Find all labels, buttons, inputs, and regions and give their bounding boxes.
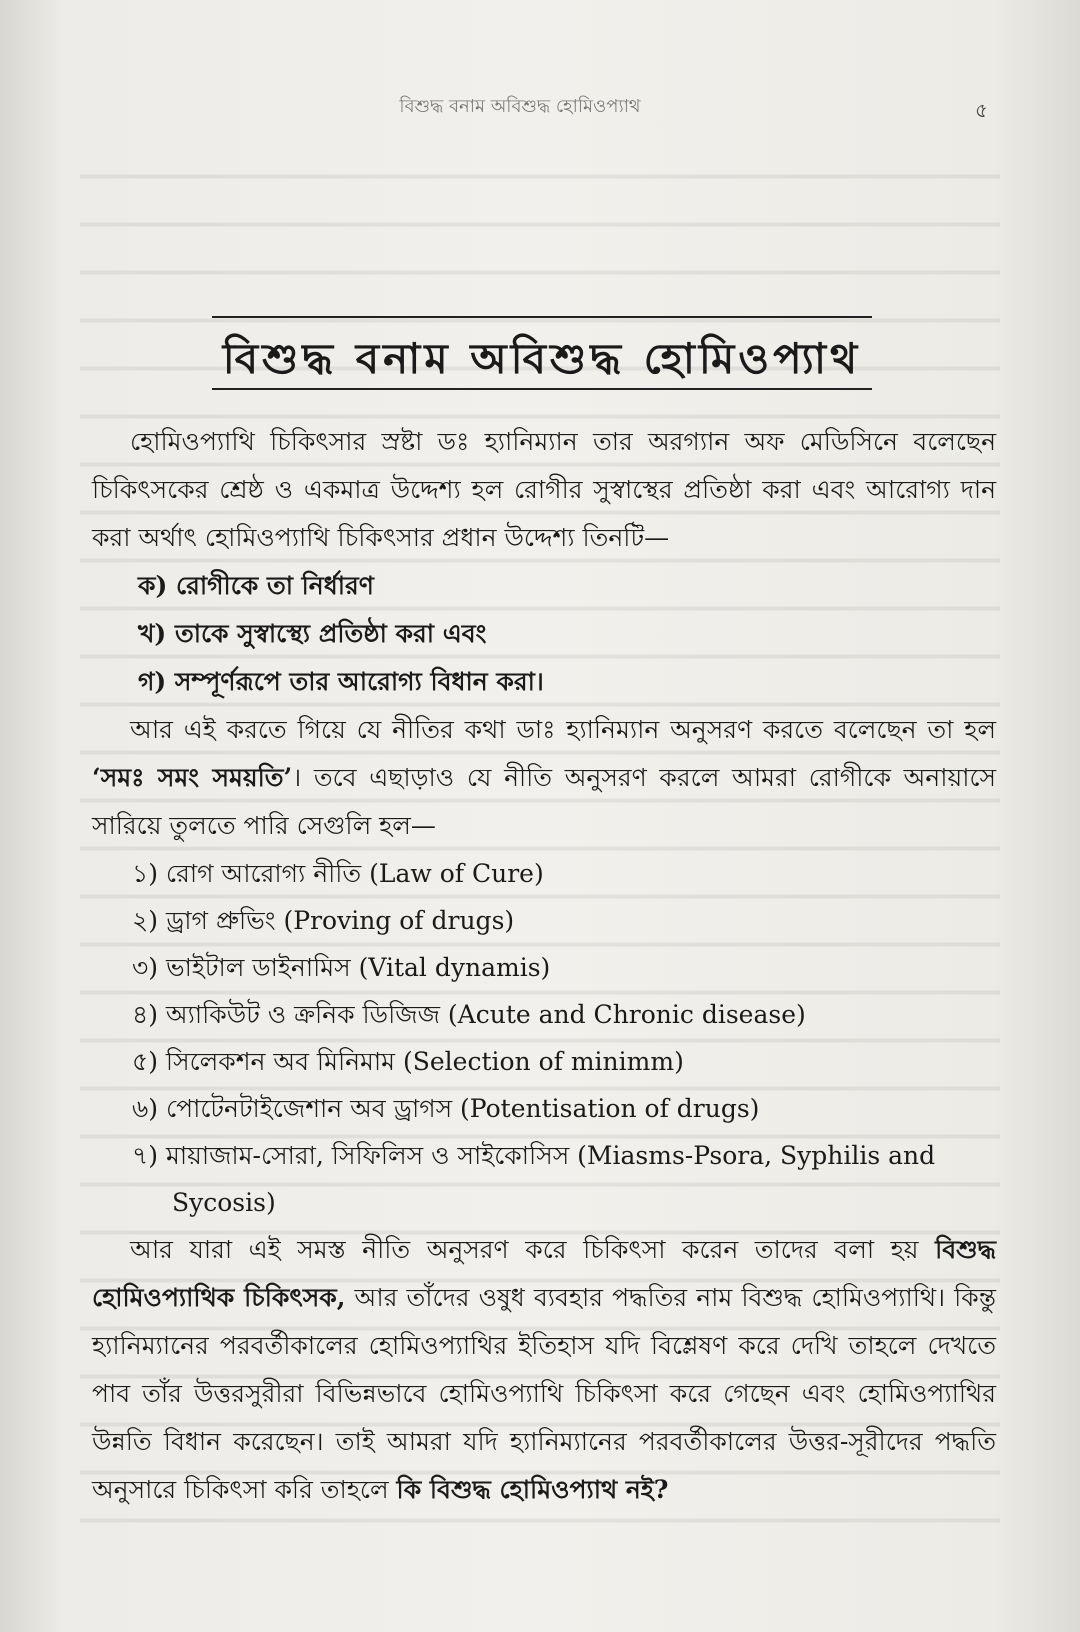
principle-item: ২) ড্রাগ প্রুভিং (Proving of drugs) <box>132 906 515 935</box>
closing-question: কি বিশুদ্ধ হোমিওপ্যাথ নই? <box>396 1475 669 1504</box>
principle-item-continuation: Sycosis) <box>172 1188 276 1217</box>
intro-paragraph: হোমিওপ্যাথি চিকিৎসার স্রষ্টা ডঃ হ্যানিম্যান তার অরগ্যান অফ মেডিসিনে বলেছেন চিকিৎসকের শ্রেষ্ঠ ও একমাত্র উদ্দেশ্য হল রোগীর সুস্বাস্থের প্রতিষ্ঠা করা এবং আরোগ্য দান করা অর্থাৎ হোমিওপ্যাথি চিকিৎসার প্রধান উদ্দেশ্য তিনটি— <box>92 427 996 552</box>
principle-item: ৭) মায়াজাম-সোরা, সিফিলিস ও সাইকোসিস (Miasms-Psora, Syphilis and <box>132 1141 936 1170</box>
principles-intro-paragraph <box>92 706 996 850</box>
para3-text-a: আর যারা এই সমস্ত নীতি অনুসরণ করে চিকিৎসা করেন তাদের বলা হয় <box>130 1235 936 1264</box>
para2-text-a: আর এই করতে গিয়ে যে নীতির কথা ডাঃ হ্যানিম্যান অনুসরণ করতে বলেছেন তা হল <box>130 715 996 744</box>
principles-list <box>92 850 996 1226</box>
principle-item: ৩) ভাইটাল ডাইনামিস (Vital dynamis) <box>132 953 551 982</box>
similia-phrase: ‘সমঃ সমং সময়তি’ <box>92 763 293 792</box>
aim-item: ক) রোগীকে তা নির্ধারণ <box>138 571 374 600</box>
para2-text-b: । তবে এছাড়াও যে নীতি অনুসরণ করলে আমরা রোগীকে অনায়াসে সারিয়ে তুলতে পারি সেগুলি হল— <box>92 763 996 840</box>
aims-list <box>92 562 996 706</box>
principle-item: ১) রোগ আরোগ্য নীতি (Law of Cure) <box>132 859 544 888</box>
aim-item: গ) সম্পূর্ণরূপে তার আরোগ্য বিধান করা। <box>138 667 544 696</box>
page-number: ৫ <box>975 98 988 122</box>
para3-text-b: আর তাঁদের ওষুধ ব্যবহার পদ্ধতির নাম বিশুদ্ধ হোমিওপ্যাথি। কিন্তু হ্যানিম্যানের পরবর্তীকালের হোমিওপ্যাথির ইতিহাস যদি বিশ্লেষণ করে দেখি তাহলে দেখতে পাব তাঁর উত্তরসুরীরা বিভিন্নভাবে হোমিওপ্যাথি চিকিৎসা করে গেছেন এবং হোমিওপ্যাথির উন্নতি বিধান করেছেন। তাই আমরা যদি হ্যানিম্যানের পরবর্তীকালের উত্তর-সূরীদের পদ্ধতি অনুসারে চিকিৎসা করি তাহলে <box>92 1283 997 1504</box>
chapter-title-block <box>212 316 872 392</box>
chapter-title: বিশুদ্ধ বনাম অবিশুদ্ধ হোমিওপ্যাথ <box>222 334 862 383</box>
running-header: বিশুদ্ধ বনাম অবিশুদ্ধ হোমিওপ্যাথ <box>399 96 641 117</box>
aim-item: খ) তাকে সুস্বাস্থ্যে প্রতিষ্ঠা করা এবং <box>138 619 487 648</box>
title-rule-bottom <box>212 388 872 390</box>
principle-item: ৬) পোটেনটাইজেশান অব ড্রাগস (Potentisation of drugs) <box>132 1094 760 1123</box>
article-body <box>92 418 996 1514</box>
principle-item: ৫) সিলেকশন অব মিনিমাম (Selection of minimm) <box>132 1047 684 1076</box>
title-rule-top <box>212 316 872 318</box>
principle-item: ৪) অ্যাকিউট ও ক্রনিক ডিজিজ (Acute and Chronic disease) <box>132 1000 806 1029</box>
conclusion-paragraph <box>92 1226 996 1514</box>
pure-homeopath-phrase: বিশুদ্ধ হোমিওপ্যাথিক চিকিৎসক, <box>92 1235 996 1312</box>
